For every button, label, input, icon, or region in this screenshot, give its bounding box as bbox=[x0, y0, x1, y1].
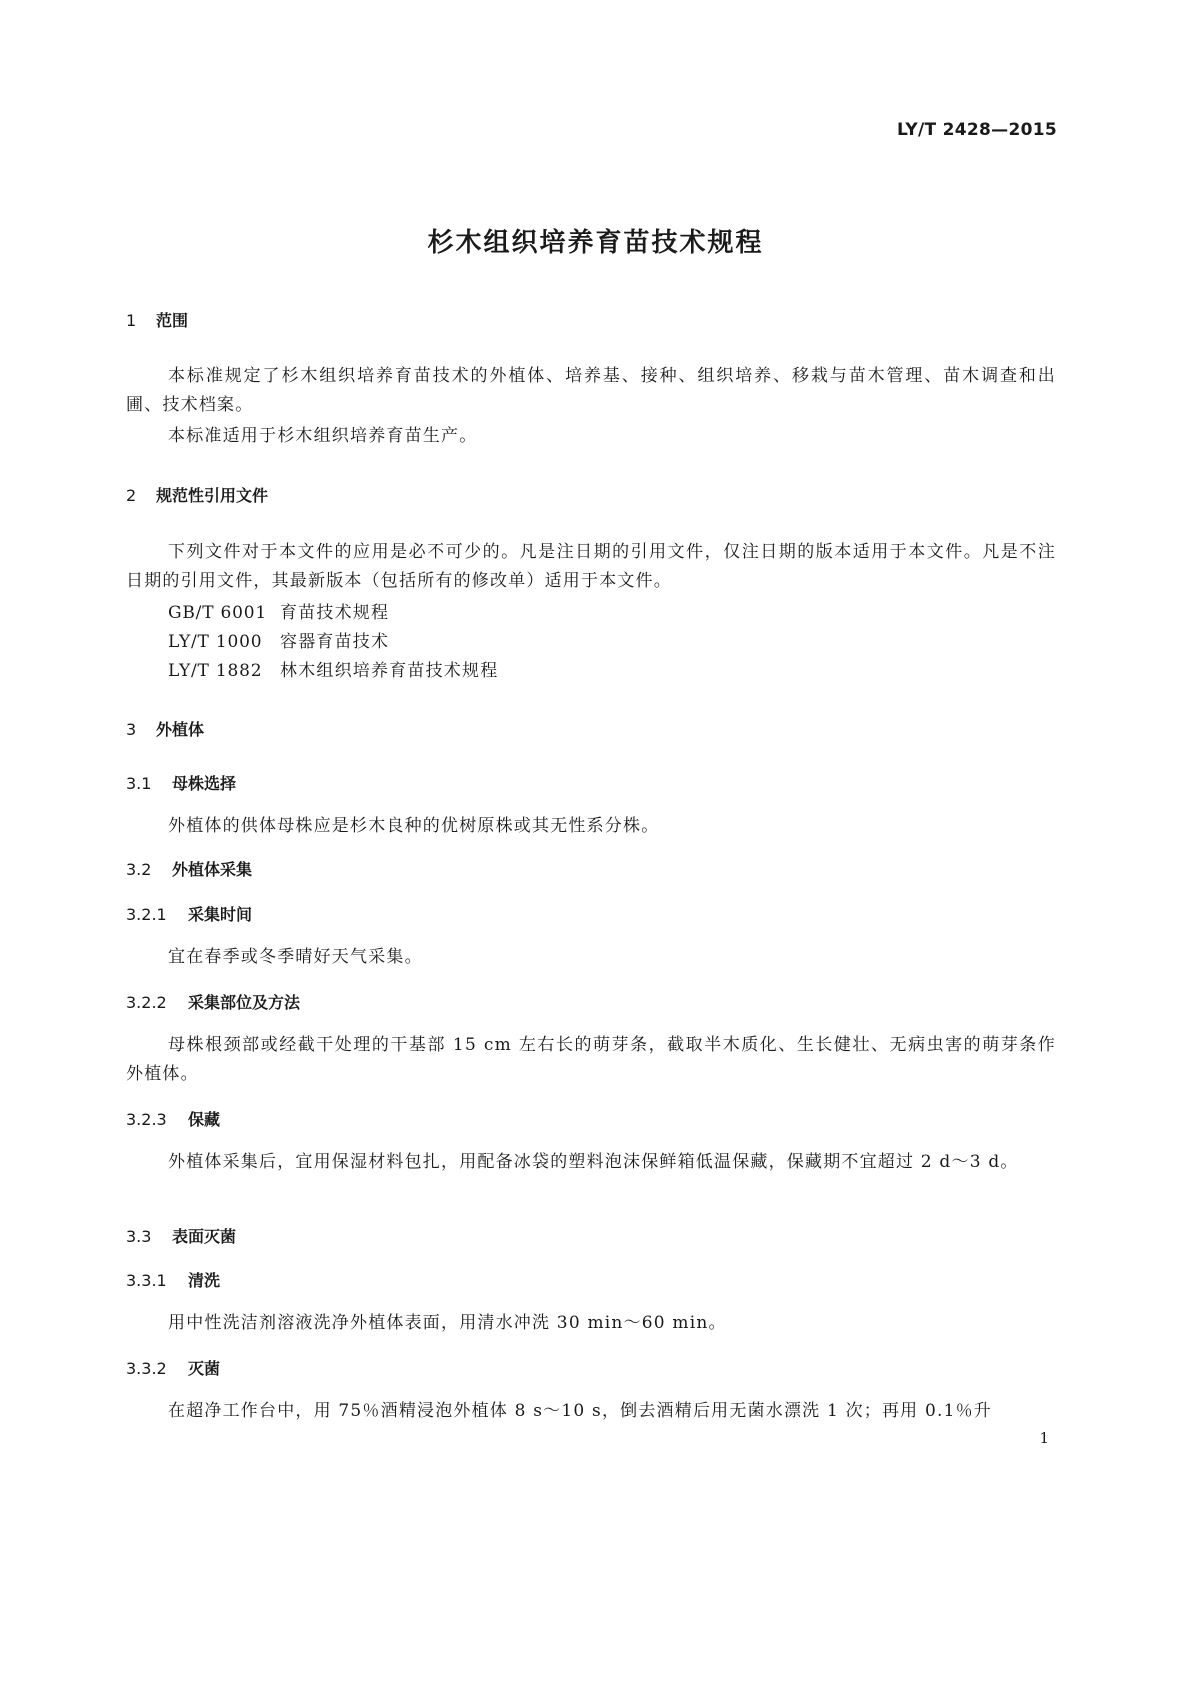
section-heading-2: 2 规范性引用文件 bbox=[126, 486, 269, 505]
section-heading-3-2: 3.2 外植体采集 bbox=[126, 860, 253, 879]
reference-item: LY/T 1882 林木组织培养育苗技术规程 bbox=[168, 661, 499, 681]
reference-item: GB/T 6001 育苗技术规程 bbox=[168, 603, 390, 623]
section-heading-3-3: 3.3 表面灭菌 bbox=[126, 1227, 237, 1246]
reference-item: LY/T 1000 容器育苗技术 bbox=[168, 632, 390, 652]
standard-number: LY/T 2428—2015 bbox=[896, 120, 1057, 140]
section-heading-3-3-2: 3.3.2 灭菌 bbox=[126, 1359, 221, 1378]
paragraph-3-3-1: 用中性洗洁剂溶液洗净外植体表面，用清水冲洗 30 min～60 min。 bbox=[168, 1313, 727, 1333]
section-heading-3-2-3: 3.2.3 保藏 bbox=[126, 1110, 221, 1129]
paragraph-3-1: 外植体的供体母株应是杉木良种的优树原株或其无性系分株。 bbox=[168, 816, 660, 836]
paragraph-references-intro: 下列文件对于本文件的应用是必不可少的。凡是注日期的引用文件，仅注日期的版本适用于本文件。凡是不注日期的引用文件，其最新版本（包括所有的修改单）适用于本文件。 bbox=[126, 542, 1056, 591]
section-heading-3-1: 3.1 母株选择 bbox=[126, 774, 237, 793]
section-heading-3-2-2: 3.2.2 采集部位及方法 bbox=[126, 993, 301, 1012]
paragraph-3-2-2: 母株根颈部或经截干处理的干基部 15 cm 左右长的萌芽条，截取半木质化、生长健壮、无病虫害的萌芽条作外植体。 bbox=[126, 1035, 1056, 1084]
paragraph-3-3-2: 在超净工作台中，用 75％酒精浸泡外植体 8 s～10 s，倒去酒精后用无菌水漂洗 1 次；再用 0.1％升 bbox=[168, 1401, 993, 1421]
paragraph-scope-1: 本标准规定了杉木组织培养育苗技术的外植体、培养基、接种、组织培养、移栽与苗木管理、苗木调查和出圃、技术档案。 bbox=[126, 366, 1056, 415]
paragraph-3-2-3: 外植体采集后，宜用保湿材料包扎，用配备冰袋的塑料泡沫保鲜箱低温保藏，保藏期不宜超过 2 d～3 d。 bbox=[168, 1152, 1019, 1172]
section-heading-3: 3 外植体 bbox=[126, 720, 205, 739]
section-heading-1: 1 范围 bbox=[126, 311, 189, 330]
paragraph-scope-2: 本标准适用于杉木组织培养育苗生产。 bbox=[168, 426, 478, 446]
paragraph-3-2-1: 宜在春季或冬季晴好天气采集。 bbox=[168, 947, 423, 967]
section-heading-3-2-1: 3.2.1 采集时间 bbox=[126, 905, 253, 924]
section-heading-3-3-1: 3.3.1 清洗 bbox=[126, 1271, 221, 1290]
document-title: 杉木组织培养育苗技术规程 bbox=[427, 228, 764, 258]
page-number: 1 bbox=[1039, 1429, 1049, 1447]
